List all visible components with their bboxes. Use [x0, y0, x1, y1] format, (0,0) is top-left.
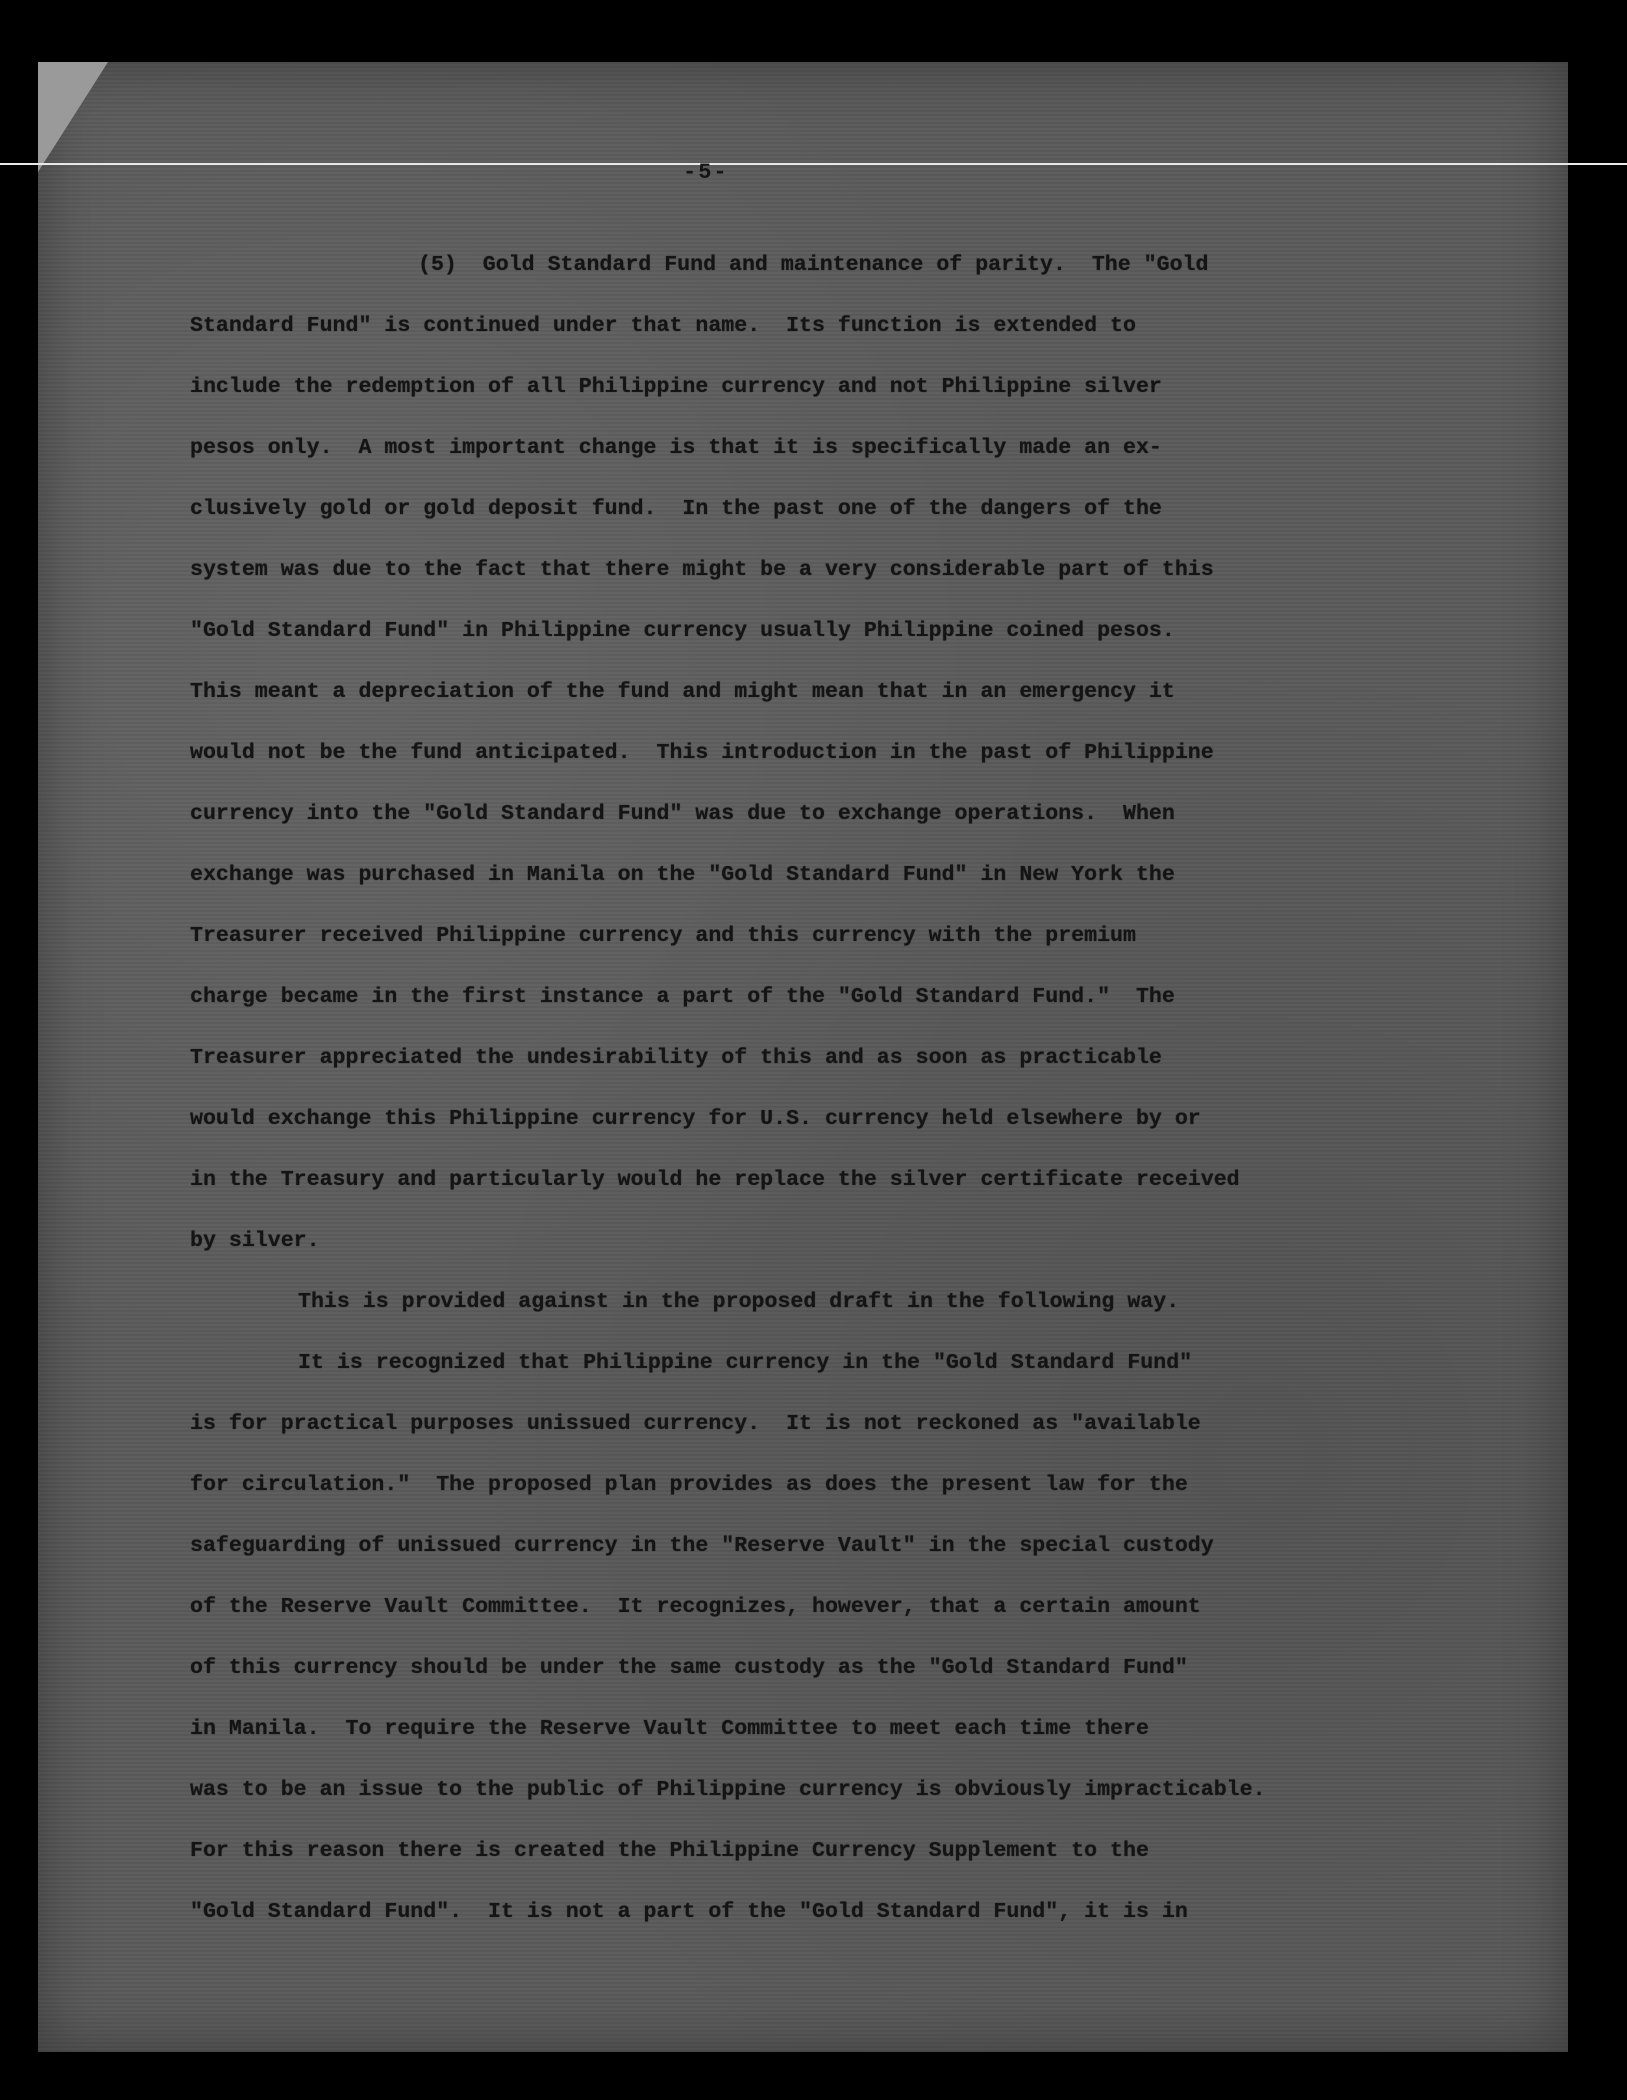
folded-corner	[38, 62, 108, 172]
text-line: It is recognized that Philippine currency in the "Gold Standard Fund"	[298, 1351, 1193, 1375]
text-line: currency into the "Gold Standard Fund" was due to exchange operations. When	[190, 802, 1175, 826]
document-body	[190, 235, 1450, 1943]
page-number: -5-	[683, 160, 729, 185]
text-line: "Gold Standard Fund" in Philippine currency usually Philippine coined pesos.	[190, 619, 1175, 643]
text-line: pesos only. A most important change is that it is specifically made an ex-	[190, 436, 1162, 460]
text-line: Treasurer received Philippine currency and this currency with the premium	[190, 924, 1136, 948]
text-line: This meant a depreciation of the fund and might mean that in an emergency it	[190, 680, 1175, 704]
text-line: Treasurer appreciated the undesirability of this and as soon as practicable	[190, 1046, 1162, 1070]
text-line: in Manila. To require the Reserve Vault Committee to meet each time there	[190, 1717, 1149, 1741]
text-line: safeguarding of unissued currency in the "Reserve Vault" in the special custody	[190, 1534, 1214, 1558]
text-line: clusively gold or gold deposit fund. In the past one of the dangers of the	[190, 497, 1162, 521]
text-line: For this reason there is created the Philippine Currency Supplement to the	[190, 1839, 1149, 1863]
text-line: would not be the fund anticipated. This introduction in the past of Philippine	[190, 741, 1214, 765]
text-line: for circulation." The proposed plan provides as does the present law for the	[190, 1473, 1188, 1497]
text-line: would exchange this Philippine currency for U.S. currency held elsewhere by or	[190, 1107, 1201, 1131]
text-line: system was due to the fact that there might be a very considerable part of this	[190, 558, 1214, 582]
text-line: of this currency should be under the same custody as the "Gold Standard Fund"	[190, 1656, 1188, 1680]
text-line: "Gold Standard Fund". It is not a part of the "Gold Standard Fund", it is in	[190, 1900, 1188, 1924]
text-line: charge became in the first instance a part of the "Gold Standard Fund." The	[190, 985, 1175, 1009]
text-line: (5) Gold Standard Fund and maintenance of parity. The "Gold	[418, 253, 1209, 277]
text-line: is for practical purposes unissued currency. It is not reckoned as "available	[190, 1412, 1201, 1436]
text-line: by silver.	[190, 1229, 320, 1253]
text-line: was to be an issue to the public of Philippine currency is obviously impracticable.	[190, 1778, 1266, 1802]
text-line: in the Treasury and particularly would he replace the silver certificate received	[190, 1168, 1240, 1192]
text-line: Standard Fund" is continued under that name. Its function is extended to	[190, 314, 1136, 338]
text-line: of the Reserve Vault Committee. It recognizes, however, that a certain amount	[190, 1595, 1201, 1619]
text-line: This is provided against in the proposed draft in the following way.	[298, 1290, 1180, 1314]
text-line: exchange was purchased in Manila on the "Gold Standard Fund" in New York the	[190, 863, 1175, 887]
text-line: include the redemption of all Philippine currency and not Philippine silver	[190, 375, 1162, 399]
scan-edge-line	[0, 163, 1627, 165]
